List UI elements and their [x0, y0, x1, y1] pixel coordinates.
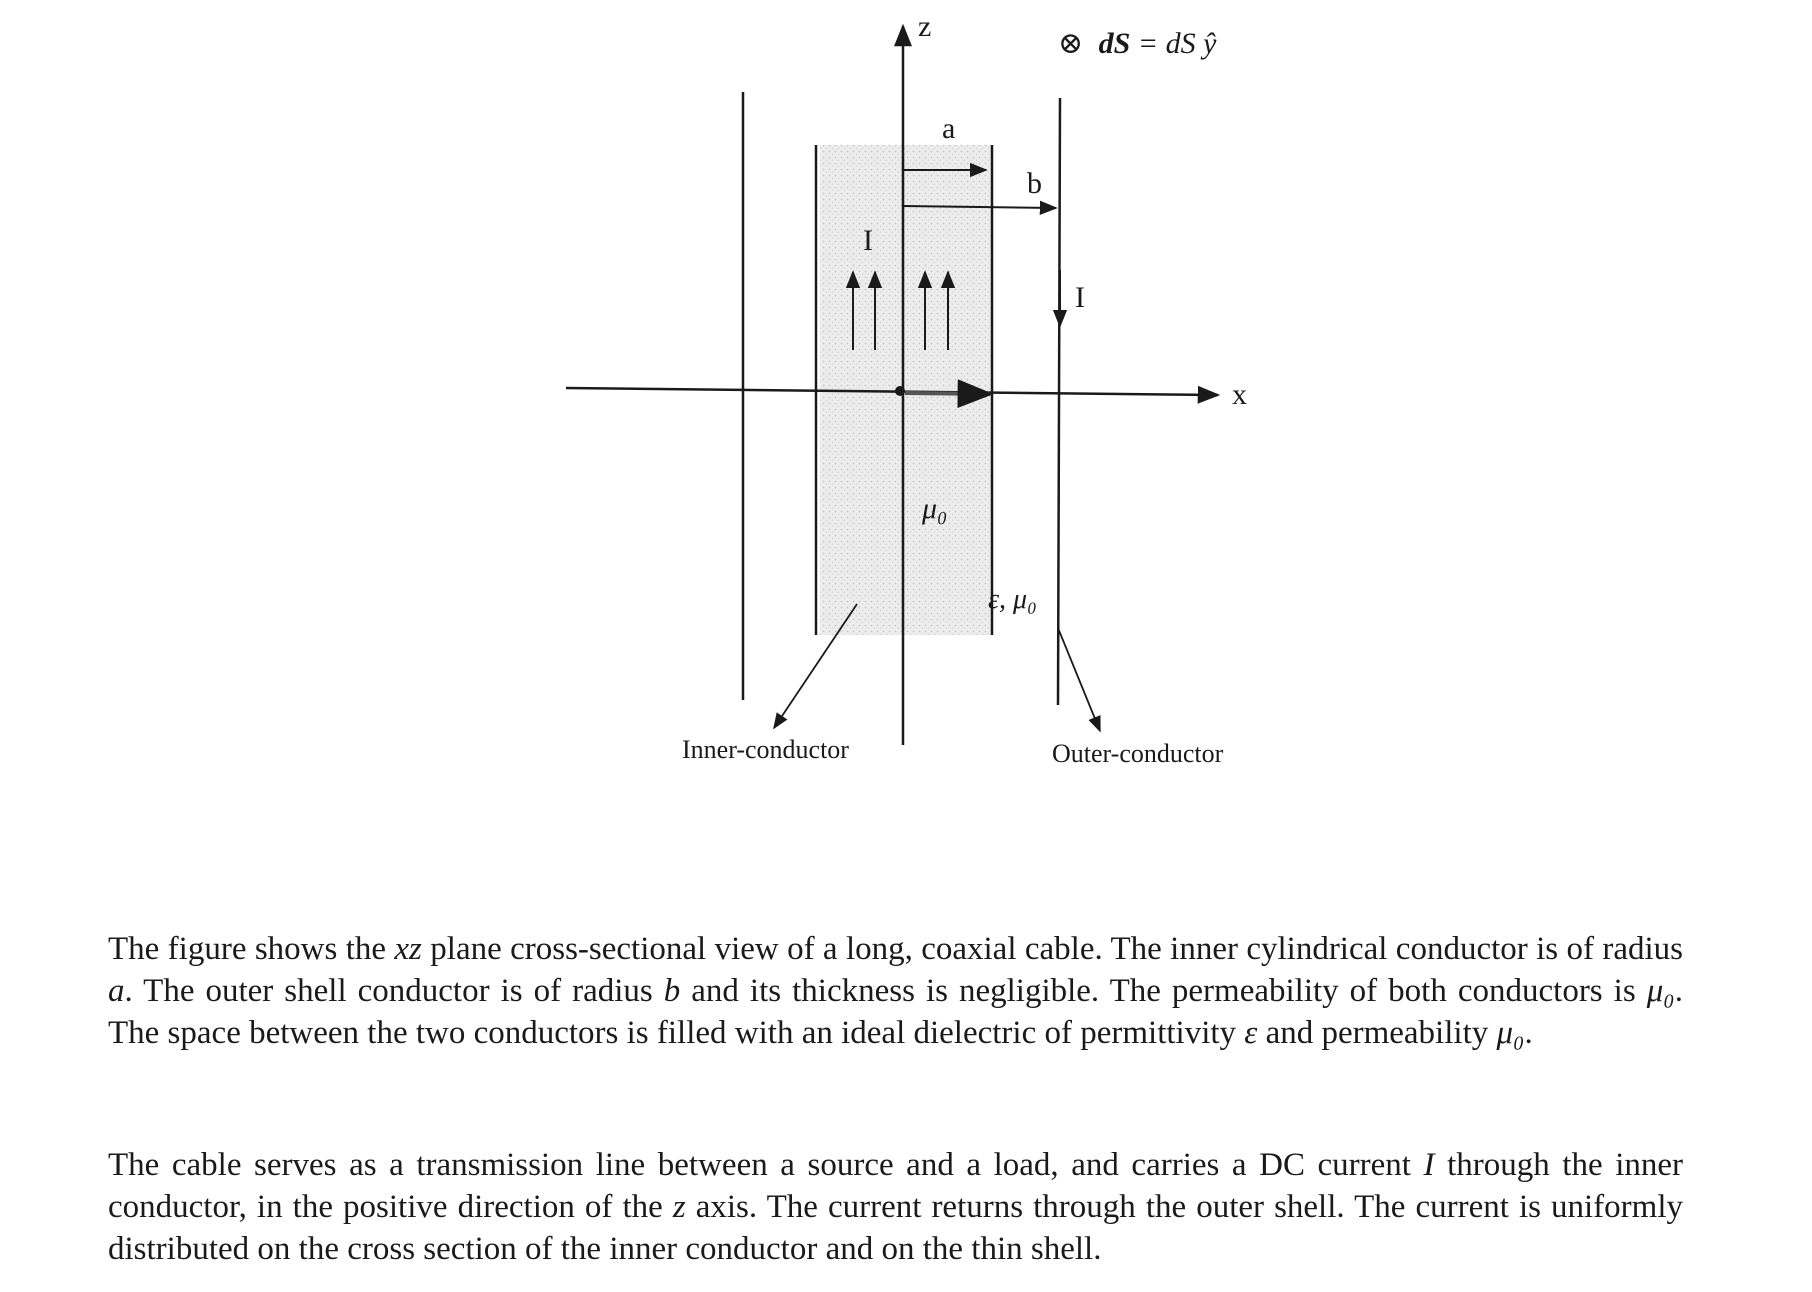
p1-part-b: plane cross-sectional view of a long, coaxial cable. The inner cylindrical conductor is of radius — [421, 931, 1683, 967]
ds-label — [1058, 27, 1217, 60]
inner-mu-label: μ₀ — [922, 492, 948, 525]
description-paragraph-1 — [108, 928, 1683, 1054]
outer-shell-right-line — [1058, 98, 1060, 705]
p2-part-b: through the inner conductor, in the positive direction of the — [108, 1147, 1683, 1225]
p2-current-symbol: I — [1423, 1147, 1435, 1183]
p2-part-c: axis. The current returns through the outer shell. The current is uniformly distributed on the cross section of the inner conductor and on the thin shell. — [108, 1189, 1683, 1267]
p1-radius-a: a — [108, 973, 125, 1009]
p1-part-f: and permeability — [1257, 1015, 1497, 1051]
p1-part-c: . The outer shell conductor is of radius — [124, 973, 664, 1009]
p1-part-g: . — [1524, 1015, 1533, 1051]
inner-current-label: I — [863, 224, 873, 257]
outer-current-label: I — [1075, 281, 1085, 314]
description-paragraph-2 — [108, 1144, 1683, 1270]
p1-part-e: . The space between the two conductors is filled with an ideal dielectric of permittivity — [108, 973, 1683, 1051]
outer-conductor-pointer — [1058, 628, 1100, 731]
radius-vector — [905, 393, 990, 394]
z-axis-label: z — [918, 10, 932, 43]
p1-epsilon: ε — [1244, 1015, 1258, 1051]
dielectric-label: ε, μ₀ — [988, 584, 1037, 615]
p2-axis-symbol: z — [672, 1189, 686, 1225]
p1-mu-1: μ₀ — [1646, 973, 1675, 1009]
p1-plane-symbol: xz — [394, 931, 422, 967]
ds-rest: = dS ŷ — [1137, 27, 1217, 60]
p1-radius-b: b — [663, 973, 681, 1009]
inner-conductor-label: Inner-conductor — [682, 735, 849, 764]
p2-part-a: The cable serves as a transmission line between a source and a load, and carries a DC current — [108, 1147, 1424, 1183]
x-axis-label: x — [1232, 378, 1247, 411]
p1-mu-2: μ₀ — [1496, 1015, 1525, 1051]
p1-part-a: The figure shows the — [108, 931, 395, 967]
radius-a-label: a — [942, 112, 956, 145]
outer-conductor-label: Outer-conductor — [1052, 739, 1224, 768]
p1-part-d: and its thickness is negligible. The permeability of both conductors is — [680, 973, 1647, 1009]
ds-bold: dS — [1098, 27, 1131, 60]
origin-point — [895, 386, 905, 396]
radius-b-label: b — [1027, 167, 1042, 200]
ds-cross-symbol: ⊗ — [1058, 27, 1084, 60]
